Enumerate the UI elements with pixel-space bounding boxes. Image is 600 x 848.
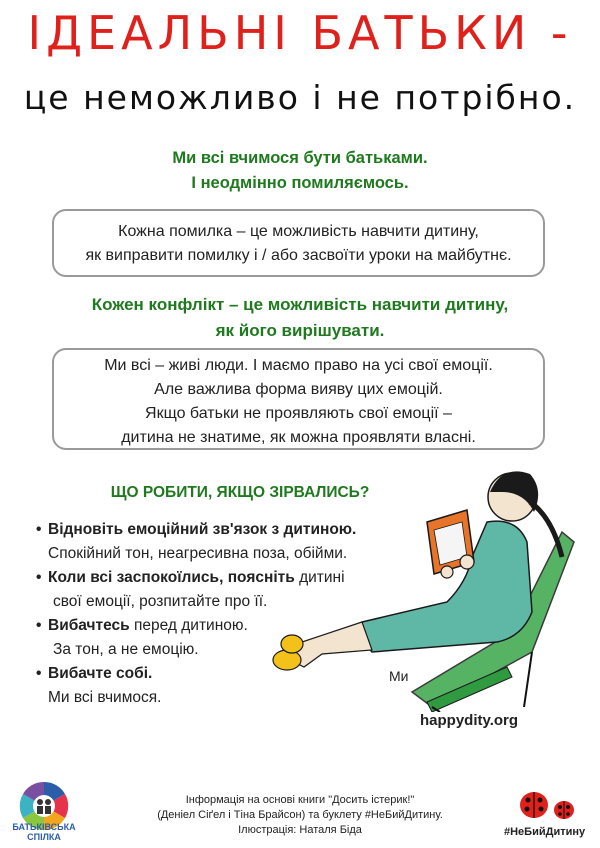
- emotions-line-4: дитина не знатиме, як можна проявляти власні.: [121, 429, 476, 446]
- illustration-caption: Ми: [389, 668, 409, 684]
- advice-1-bold: Відновіть емоційний зв'язок з дитиною.: [48, 521, 357, 538]
- advice-2-rest: дитині: [294, 569, 345, 586]
- advice-4-text: Ми всі вчимося.: [48, 689, 162, 706]
- intro-line-2: І неодмінно помиляємось.: [191, 174, 409, 192]
- emotions-line-1: Ми всі – живі люди. І маємо право на усі свої емоції.: [104, 357, 493, 374]
- conflict-line-1: Кожен конфлікт – це можливість навчити дитину,: [91, 295, 509, 314]
- logo-label: [8, 822, 80, 842]
- credits-line-1: Інформація на основі книги "Досить істерик!": [185, 794, 415, 806]
- advice-3-bold: Вибачтесь: [48, 617, 130, 634]
- intro-line-1: Ми всі вчимося бути батьками.: [172, 149, 428, 167]
- bullet-icon: •: [36, 569, 42, 586]
- hashtag: #НеБийДитину: [504, 826, 586, 838]
- advice-3-rest: перед дитиною.: [129, 617, 248, 634]
- mistake-line-1: Кожна помилка – це можливість навчити дитину,: [118, 223, 479, 240]
- advice-2-bold: Коли всі заспокоїлись, поясніть: [48, 569, 295, 586]
- section-heading: ЩО РОБИТИ, ЯКЩО ЗІРВАЛИСЬ?: [110, 484, 370, 501]
- emotions-line-3: Якщо батьки не проявляють свої емоції –: [145, 405, 452, 422]
- conflict-block: [0, 292, 600, 344]
- advice-3-text: За тон, а не емоцію.: [53, 641, 199, 658]
- bullet-icon: •: [36, 617, 42, 634]
- logo-label-line-2: СПІЛКА: [27, 832, 61, 842]
- bullet-icon: •: [36, 665, 42, 682]
- credits-line-3: Ілюстрація: Наталя Біда: [238, 824, 362, 836]
- emotions-line-2: Але важлива форма вияву цих емоцій.: [154, 381, 443, 398]
- poster-subtitle: це неможливо і не потрібно.: [23, 78, 577, 117]
- advice-2-text: свої емоції, розпитайте про її.: [53, 593, 268, 610]
- advice-1-text: Спокійний тон, неагресивна поза, обійми.: [48, 545, 348, 562]
- logo-label-line-1: БАТЬКІВСЬКА: [12, 822, 76, 832]
- mistake-line-2: як виправити помилку і / або засвоїти уроки на майбутнє.: [85, 247, 512, 264]
- mistake-box: [52, 209, 545, 277]
- conflict-line-2: як його вирішувати.: [215, 321, 385, 340]
- website-link[interactable]: happydity.org: [420, 712, 519, 729]
- ladybug-icon: [516, 788, 582, 822]
- intro-block: [0, 146, 600, 196]
- credits-line-2: (Деніел Сіґел і Тіна Брайсон) та буклету #НеБийДитину.: [157, 809, 443, 821]
- advice-4-bold: Вибачте собі.: [48, 665, 153, 682]
- source-credits: [110, 793, 490, 838]
- bullet-icon: •: [36, 521, 42, 538]
- emotions-box: [52, 348, 545, 450]
- woman-reading-illustration: [262, 462, 592, 712]
- poster-title: ІДЕАЛЬНІ БАТЬКИ -: [27, 6, 573, 60]
